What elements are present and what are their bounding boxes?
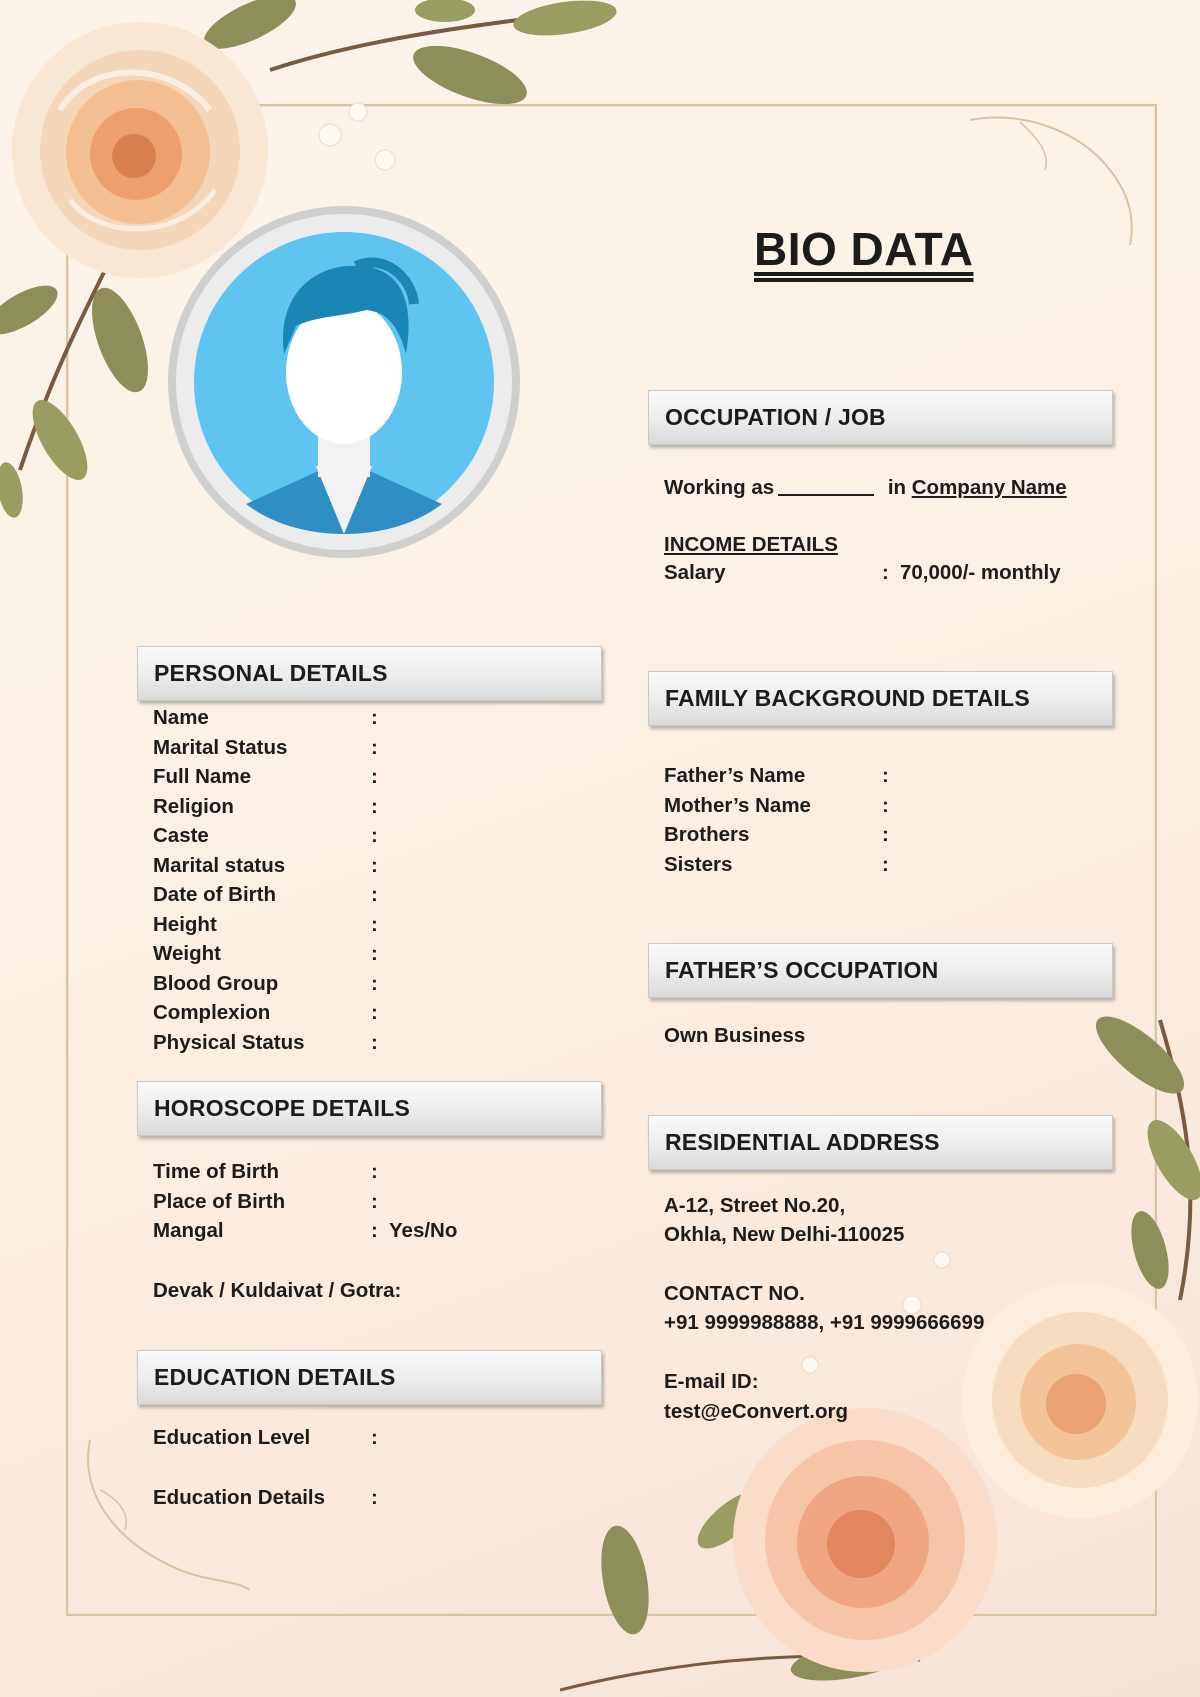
field-label: Time of Birth: [153, 1160, 280, 1183]
horoscope-field-row: [153, 1219, 553, 1248]
field-label: Complexion: [153, 1001, 271, 1024]
contact-label: CONTACT NO.: [664, 1282, 805, 1305]
field-label: Full Name: [153, 765, 251, 788]
field-label: Caste: [153, 824, 209, 847]
person-silhouette-icon: [166, 204, 522, 560]
working-as-label: Working as: [664, 476, 775, 499]
field-colon: :: [371, 1219, 378, 1242]
horoscope-details-heading: HOROSCOPE DETAILS: [137, 1081, 602, 1136]
field-label: Mangal: [153, 1219, 224, 1242]
company-name: Company Name: [911, 476, 1067, 499]
field-label: Weight: [153, 942, 221, 965]
field-label: Name: [153, 706, 209, 729]
education-field-row: [153, 1426, 553, 1455]
in-word: in: [887, 476, 907, 499]
family-field-row: [664, 764, 1084, 793]
field-label: Height: [153, 913, 217, 936]
personal-field-row: [153, 706, 553, 735]
field-label: Education Details: [153, 1486, 326, 1509]
field-label: Father’s Name: [664, 764, 806, 787]
personal-field-row: [153, 854, 553, 883]
personal-field-row: [153, 1031, 553, 1060]
horoscope-field-row: [153, 1160, 553, 1189]
address-line-1: A-12, Street No.20,: [664, 1194, 846, 1217]
gotra-label: Devak / Kuldaivat / Gotra:: [153, 1279, 402, 1302]
personal-field-row: [153, 736, 553, 765]
education-field-row: [153, 1486, 553, 1515]
salary-label: Salary: [664, 561, 726, 584]
field-colon: :: [371, 854, 378, 877]
field-label: Marital Status: [153, 736, 288, 759]
field-colon: :: [371, 1001, 378, 1024]
personal-field-row: [153, 972, 553, 1001]
personal-field-row: [153, 883, 553, 912]
email-value: test@eConvert.org: [664, 1400, 849, 1423]
field-label: Religion: [153, 795, 234, 818]
field-colon: :: [371, 942, 378, 965]
field-colon: :: [371, 1031, 378, 1054]
field-value: Yes/No: [389, 1219, 458, 1242]
field-label: Marital status: [153, 854, 286, 877]
family-field-row: [664, 853, 1084, 882]
personal-field-row: [153, 913, 553, 942]
field-label: Brothers: [664, 823, 750, 846]
fathers-occupation-value: Own Business: [664, 1024, 806, 1047]
field-label: Physical Status: [153, 1031, 305, 1054]
field-colon: :: [371, 706, 378, 729]
field-colon: :: [371, 736, 378, 759]
page-title: BIO DATA: [754, 223, 974, 275]
field-colon: :: [371, 913, 378, 936]
income-heading: INCOME DETAILS: [664, 533, 838, 556]
salary-value: 70,000/- monthly: [900, 561, 1061, 584]
field-colon: :: [371, 883, 378, 906]
field-colon: :: [882, 794, 889, 817]
field-colon: :: [371, 1426, 378, 1449]
working-as-line: [664, 474, 1067, 500]
personal-field-row: [153, 824, 553, 853]
personal-field-row: [153, 942, 553, 971]
family-background-heading: FAMILY BACKGROUND DETAILS: [648, 671, 1113, 726]
field-colon: :: [882, 823, 889, 846]
horoscope-field-row: [153, 1190, 553, 1219]
salary-row: [664, 561, 1084, 590]
personal-field-row: [153, 1001, 553, 1030]
field-colon: :: [371, 972, 378, 995]
field-colon: :: [371, 1160, 378, 1183]
field-label: Place of Birth: [153, 1190, 286, 1213]
vine-flourish-top-right: [960, 110, 1150, 250]
field-label: Date of Birth: [153, 883, 276, 906]
residential-address-heading: RESIDENTIAL ADDRESS: [648, 1115, 1113, 1170]
rose-decoration-bottom-right: [560, 1000, 1200, 1697]
field-label: Mother’s Name: [664, 794, 811, 817]
field-colon: :: [371, 795, 378, 818]
education-details-heading: EDUCATION DETAILS: [137, 1350, 602, 1405]
email-label: E-mail ID:: [664, 1370, 759, 1393]
salary-colon: :: [882, 561, 889, 584]
vine-flourish-bottom-left: [70, 1430, 260, 1600]
field-colon: :: [371, 765, 378, 788]
field-colon: :: [371, 1486, 378, 1509]
family-field-row: [664, 823, 1084, 852]
field-colon: :: [882, 764, 889, 787]
personal-field-row: [153, 795, 553, 824]
job-title-blank: [778, 474, 874, 496]
field-colon: :: [882, 853, 889, 876]
contact-value: +91 9999988888, +91 9999666699: [664, 1311, 985, 1334]
field-label: Education Level: [153, 1426, 311, 1449]
personal-field-row: [153, 765, 553, 794]
family-field-row: [664, 794, 1084, 823]
field-label: Blood Group: [153, 972, 279, 995]
personal-details-heading: PERSONAL DETAILS: [137, 646, 602, 701]
field-colon: :: [371, 824, 378, 847]
occupation-heading: OCCUPATION / JOB: [648, 390, 1113, 445]
field-colon: :: [371, 1190, 378, 1213]
address-line-2: Okhla, New Delhi-110025: [664, 1223, 905, 1246]
fathers-occupation-heading: FATHER’S OCCUPATION: [648, 943, 1113, 998]
field-label: Sisters: [664, 853, 733, 876]
